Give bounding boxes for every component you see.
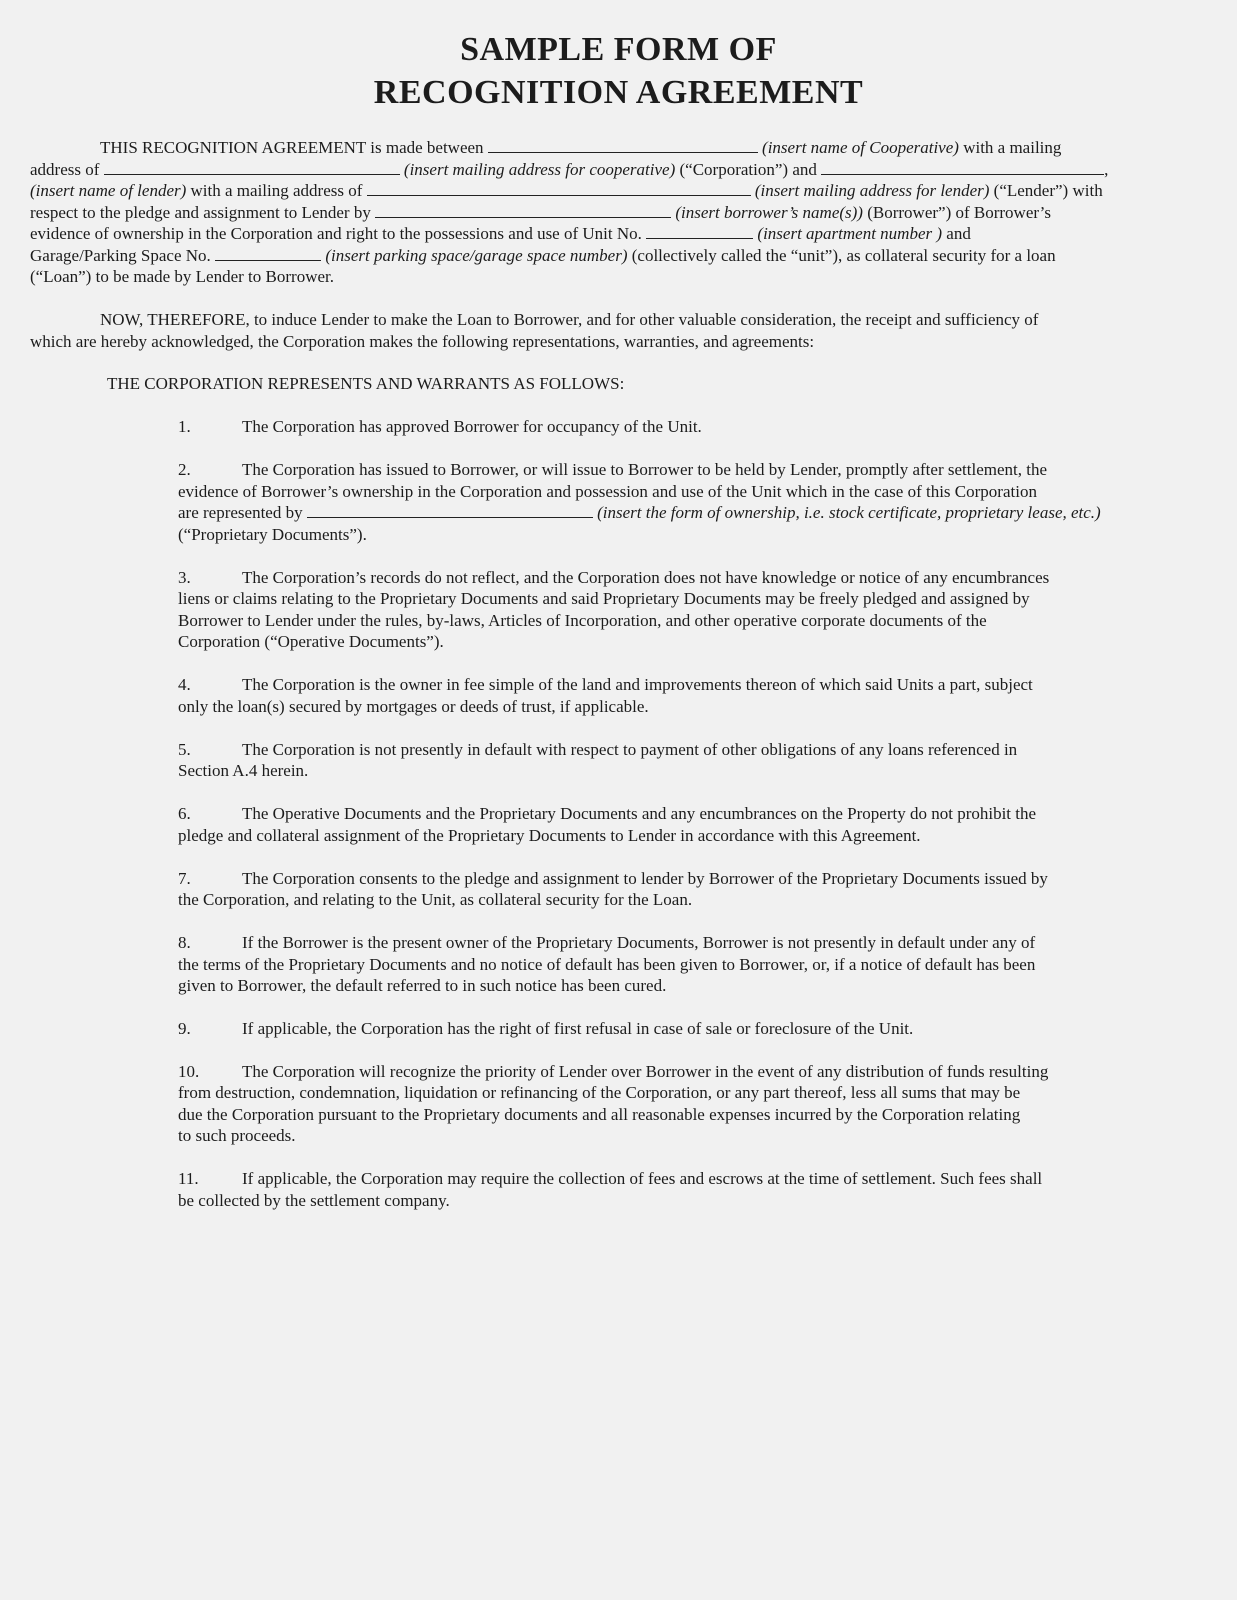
intro-line-4: respect to the pledge and assignment to Lender by (insert borrower’s name(s)) (Borrower”) of Borrower’s xyxy=(30,203,1052,222)
item-number: 9. xyxy=(178,1019,191,1038)
item-2-line-1: The Corporation has issued to Borrower, or will issue to Borrower to be held by Lender, promptly after settlement, the xyxy=(242,460,1048,479)
item-number: 3. xyxy=(178,568,191,587)
item-10-line-2: from destruction, condemnation, liquidation or refinancing of the Corporation, or any part thereof, less all sums that may be xyxy=(178,1083,1021,1102)
intro-line-7: (“Loan”) to be made by Lender to Borrower. xyxy=(30,267,334,286)
now-therefore-line-1: NOW, THEREFORE, to induce Lender to make the Loan to Borrower, and for other valuable consideration, the receipt and sufficiency of xyxy=(100,310,1039,329)
item-6-line-2: pledge and collateral assignment of the Proprietary Documents to Lender in accordance with this Agreement. xyxy=(178,826,921,845)
lender-name-blank xyxy=(821,160,1104,175)
intro-line-1: THIS RECOGNITION AGREEMENT is made between (insert name of Cooperative) with a mailing xyxy=(100,138,1062,157)
item-7-line-2: the Corporation, and relating to the Unit, as collateral security for the Loan. xyxy=(178,890,693,909)
item-number: 11. xyxy=(178,1169,199,1188)
now-therefore-line-2: which are hereby acknowledged, the Corporation makes the following representations, warranties, and agreements: xyxy=(30,332,815,351)
document-title-line-1: SAMPLE FORM OF xyxy=(460,31,777,68)
item-8-line-2: the terms of the Proprietary Documents and no notice of default has been given to Borrower, or, if a notice of default has been xyxy=(178,955,1036,974)
cooperative-address-blank xyxy=(104,160,400,175)
item-1-line-1: The Corporation has approved Borrower for occupancy of the Unit. xyxy=(242,417,702,436)
intro-line-3: (insert name of lender) with a mailing address of (insert mailing address for lender) (“Lender”) with xyxy=(30,181,1103,200)
item-number: 7. xyxy=(178,869,191,888)
intro-line-6: Garage/Parking Space No. (insert parking space/garage space number) (collectively called the “unit”), as collateral security for a loan xyxy=(30,246,1056,265)
item-11-line-2: be collected by the settlement company. xyxy=(178,1191,450,1210)
item-8-line-1: If the Borrower is the present owner of the Proprietary Documents, Borrower is not presently in default under any of xyxy=(242,933,1036,952)
item-6-line-1: The Operative Documents and the Proprietary Documents and any encumbrances on the Property do not prohibit the xyxy=(242,804,1037,823)
intro-line-5: evidence of ownership in the Corporation and right to the possessions and use of Unit No. (insert apartment number ) and xyxy=(30,224,971,243)
item-number: 10. xyxy=(178,1062,200,1081)
item-10-line-3: due the Corporation pursuant to the Proprietary documents and all reasonable expenses incurred by the Corporation relating xyxy=(178,1105,1021,1124)
item-9-line-1: If applicable, the Corporation has the right of first refusal in case of sale or foreclosure of the Unit. xyxy=(242,1019,914,1038)
item-5-line-1: The Corporation is not presently in default with respect to payment of other obligations of any loans referenced in xyxy=(242,740,1018,759)
intro-line-2: address of (insert mailing address for cooperative) (“Corporation”) and , xyxy=(30,160,1109,179)
document-title-line-2: RECOGNITION AGREEMENT xyxy=(373,74,864,111)
item-7-line-1: The Corporation consents to the pledge and assignment to lender by Borrower of the Proprietary Documents issued by xyxy=(242,869,1048,888)
item-4-line-1: The Corporation is the owner in fee simple of the land and improvements thereon of which said Units a part, subject xyxy=(242,675,1033,694)
item-11-line-1: If applicable, the Corporation may require the collection of fees and escrows at the time of settlement. Such fees shall xyxy=(242,1169,1043,1188)
item-8-line-3: given to Borrower, the default referred to in such notice has been cured. xyxy=(178,976,667,995)
item-2-line-4: (“Proprietary Documents”). xyxy=(178,525,367,544)
item-2-line-2: evidence of Borrower’s ownership in the Corporation and possession and use of the Unit which in the case of this Corporation xyxy=(178,482,1037,501)
item-number: 5. xyxy=(178,740,191,759)
item-number: 1. xyxy=(178,417,191,436)
item-10-line-1: The Corporation will recognize the priority of Lender over Borrower in the event of any distribution of funds resulting xyxy=(242,1062,1049,1081)
item-3-line-3: Borrower to Lender under the rules, by-laws, Articles of Incorporation, and other operative corporate documents of the xyxy=(178,611,987,630)
item-4-line-2: only the loan(s) secured by mortgages or deeds of trust, if applicable. xyxy=(178,697,649,716)
ownership-form-blank xyxy=(307,503,593,518)
item-3-line-4: Corporation (“Operative Documents”). xyxy=(178,632,444,651)
lender-address-blank xyxy=(367,181,751,196)
item-number: 2. xyxy=(178,460,191,479)
borrower-name-blank xyxy=(375,203,671,218)
item-5-line-2: Section A.4 herein. xyxy=(178,761,309,780)
parking-space-blank xyxy=(215,246,321,261)
item-number: 4. xyxy=(178,675,191,694)
unit-number-blank xyxy=(646,224,753,239)
item-number: 8. xyxy=(178,933,191,952)
item-3-line-1: The Corporation’s records do not reflect, and the Corporation does not have knowledge or notice of any encumbrances xyxy=(242,568,1050,587)
item-number: 6. xyxy=(178,804,191,823)
item-2-line-3: are represented by (insert the form of ownership, i.e. stock certificate, proprietary lease, etc.) xyxy=(178,503,1101,522)
section-heading: THE CORPORATION REPRESENTS AND WARRANTS AS FOLLOWS: xyxy=(107,374,625,393)
cooperative-name-blank xyxy=(488,138,758,153)
item-3-line-2: liens or claims relating to the Proprietary Documents and said Proprietary Documents may be freely pledged and assigned by xyxy=(178,589,1030,608)
item-10-line-4: to such proceeds. xyxy=(178,1126,296,1145)
